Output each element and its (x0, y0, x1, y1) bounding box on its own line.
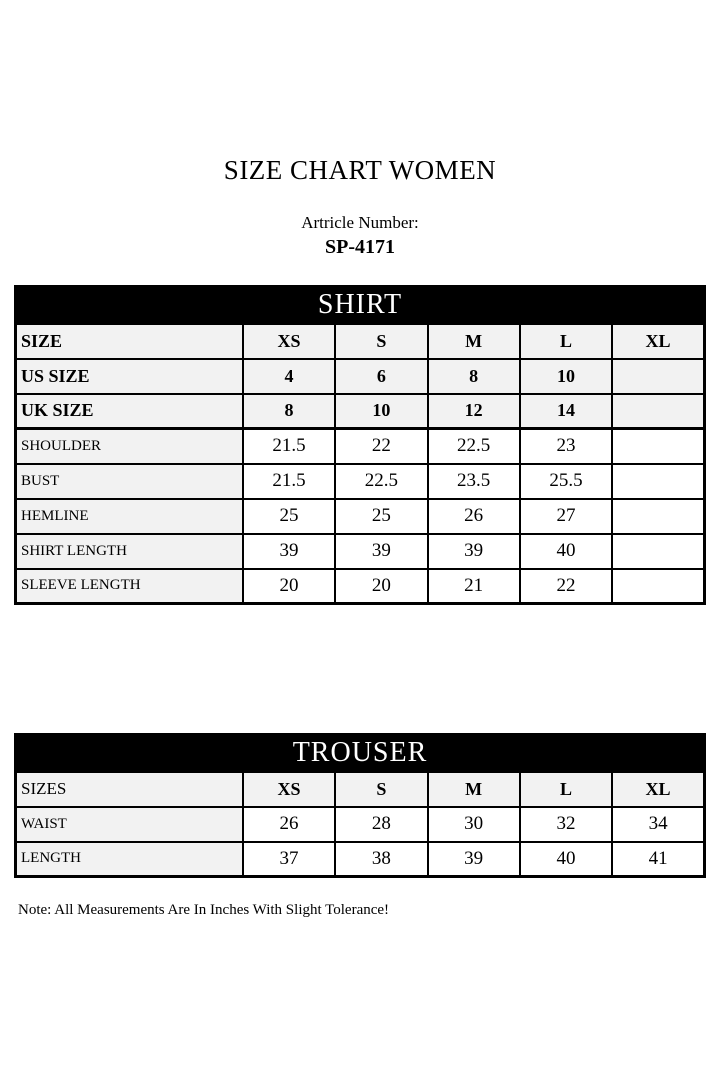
table-cell: 40 (520, 842, 612, 877)
shirt-table (14, 285, 706, 605)
shirt-bust-row (16, 464, 705, 499)
table-cell: XL (612, 324, 704, 359)
trouser-table-title: TROUSER (16, 735, 705, 772)
article-number-label: Artricle Number: (301, 213, 419, 232)
row-label: SHIRT LENGTH (16, 534, 243, 569)
table-cell: S (335, 324, 427, 359)
row-label: WAIST (16, 807, 243, 842)
shirt-sleeve-length-row (16, 569, 705, 604)
shirt-hemline-row (16, 499, 705, 534)
table-cell: 20 (335, 569, 427, 604)
page-title: SIZE CHART WOMEN (223, 155, 497, 185)
table-cell: 37 (243, 842, 335, 877)
table-cell (612, 464, 704, 499)
table-cell: XL (612, 772, 704, 807)
table-cell: 22 (520, 569, 612, 604)
shirt-shoulder-row (16, 429, 705, 464)
table-cell: 21.5 (243, 429, 335, 464)
table-cell: 25 (243, 499, 335, 534)
table-cell: 26 (428, 499, 520, 534)
row-label: UK SIZE (16, 394, 243, 429)
table-cell: L (520, 772, 612, 807)
table-cell: 32 (520, 807, 612, 842)
row-label: SIZE (16, 324, 243, 359)
table-cell: 40 (520, 534, 612, 569)
table-cell: 39 (428, 842, 520, 877)
table-cell: 20 (243, 569, 335, 604)
table-cell (612, 534, 704, 569)
table-cell: 4 (243, 359, 335, 394)
trouser-length-row (16, 842, 705, 877)
article-number-value: SP-4171 (325, 236, 395, 258)
table-cell: 23.5 (428, 464, 520, 499)
table-cell: 10 (335, 394, 427, 429)
row-label: US SIZE (16, 359, 243, 394)
table-cell: XS (243, 772, 335, 807)
table-cell (612, 499, 704, 534)
row-label: BUST (16, 464, 243, 499)
shirt-uk-size-row (16, 394, 705, 429)
table-cell: 22.5 (335, 464, 427, 499)
table-cell: 21 (428, 569, 520, 604)
row-label: SHOULDER (16, 429, 243, 464)
table-cell (612, 429, 704, 464)
row-label: SIZES (16, 772, 243, 807)
table-cell: 8 (243, 394, 335, 429)
table-cell (612, 569, 704, 604)
shirt-table-title: SHIRT (16, 287, 705, 324)
table-cell: 21.5 (243, 464, 335, 499)
table-cell: 30 (428, 807, 520, 842)
table-cell: 12 (428, 394, 520, 429)
table-cell: XS (243, 324, 335, 359)
shirt-us-size-row (16, 359, 705, 394)
table-cell: L (520, 324, 612, 359)
table-cell: 8 (428, 359, 520, 394)
table-cell: 39 (243, 534, 335, 569)
shirt-table-header-row (16, 287, 705, 324)
table-cell (612, 394, 704, 429)
row-label: LENGTH (16, 842, 243, 877)
table-cell: 26 (243, 807, 335, 842)
trouser-sizes-row (16, 772, 705, 807)
table-cell: 14 (520, 394, 612, 429)
shirt-length-row (16, 534, 705, 569)
table-cell: 34 (612, 807, 704, 842)
table-cell: M (428, 772, 520, 807)
table-cell: 22.5 (428, 429, 520, 464)
table-cell: 10 (520, 359, 612, 394)
table-cell: 38 (335, 842, 427, 877)
trouser-table (14, 733, 706, 878)
table-cell: 39 (428, 534, 520, 569)
table-cell: M (428, 324, 520, 359)
row-label: HEMLINE (16, 499, 243, 534)
table-cell: 22 (335, 429, 427, 464)
table-cell: 25.5 (520, 464, 612, 499)
table-cell: 28 (335, 807, 427, 842)
table-cell: 27 (520, 499, 612, 534)
table-cell (612, 359, 704, 394)
table-cell: 25 (335, 499, 427, 534)
row-label: SLEEVE LENGTH (16, 569, 243, 604)
table-cell: S (335, 772, 427, 807)
shirt-size-row (16, 324, 705, 359)
trouser-table-header-row (16, 735, 705, 772)
table-cell: 6 (335, 359, 427, 394)
note-text: Note: All Measurements Are In Inches With Slight Tolerance! (18, 902, 390, 918)
table-cell: 39 (335, 534, 427, 569)
trouser-waist-row (16, 807, 705, 842)
table-cell: 23 (520, 429, 612, 464)
table-cell: 41 (612, 842, 704, 877)
